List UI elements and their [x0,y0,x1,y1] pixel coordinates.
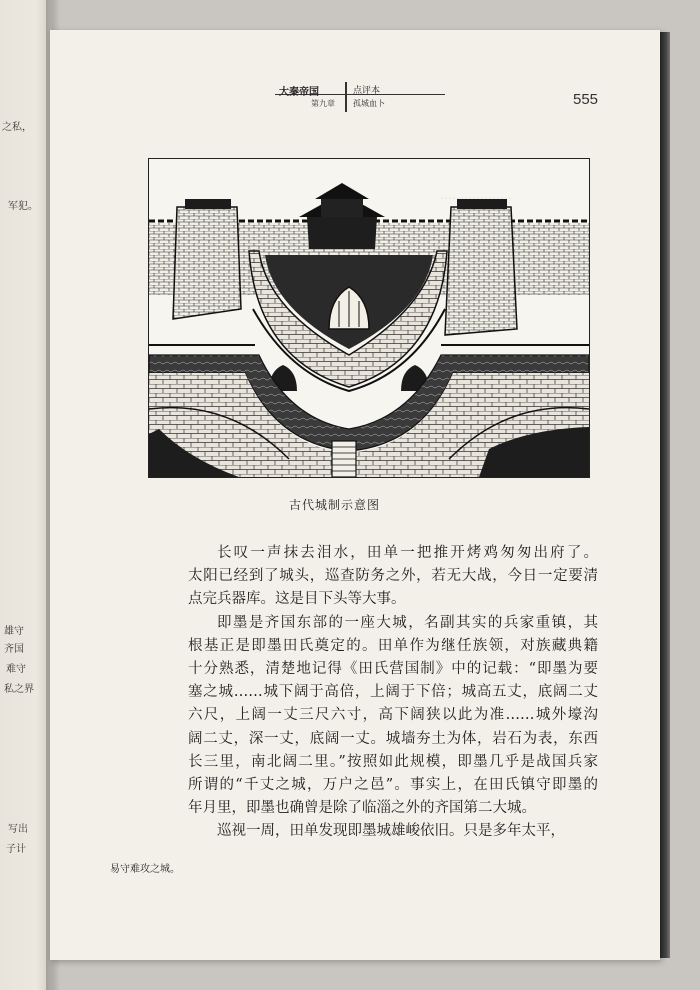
edition-label: 点评本 [353,86,381,96]
left-page-fragment: 写出 [8,824,28,835]
text-line: 点完兵器库。这是目下头等大事。 [188,591,406,608]
text-line: 年月里，即墨也确曾是除了临淄之外的齐国第二大城。 [188,800,536,817]
fortress-drawing [149,159,589,477]
text-line: 巡视一周，田单发现即墨城雄峻依旧。只是多年太平， [217,823,565,840]
left-page-fragment: 之私， [2,122,32,133]
left-page-fragment: 军犯。 [8,201,38,212]
page-stack-edge [660,32,670,958]
left-page-fragment: 难守 [6,664,26,675]
text-line: 长三里，南北阔二里。”按照如此规模，即墨几乎是战国兵家 [188,753,598,770]
paragraph [188,612,598,821]
header-divider [345,82,347,112]
chapter-label: 第九章 [311,99,335,108]
text-line: 即墨是齐国东部的一座大城，名副其实的兵家重镇，其 [217,614,598,631]
left-page-fragment: 齐国 [4,644,24,655]
text-line: 阔二丈，深一丈，底阔一丈。城墙夯土为体，岩石为表，东西 [188,730,598,747]
left-page-fragment: 雄守 [4,626,24,637]
text-line: 十分熟悉，清楚地记得《田氏营国制》中的记载：“即墨为要 [188,661,598,678]
running-header [275,82,445,112]
section-title: 孤城血卜 [353,99,385,108]
book-page [50,30,660,960]
text-line: 塞之城……城下阔于高倍，上阔于下倍；城高五丈，底阔二丈 [188,684,598,701]
text-line: 根基正是即墨田氏奠定的。田单作为继任族领，对族藏典籍 [188,637,598,654]
series-title: 大秦帝国 [279,87,319,98]
text-line: 六尺，上阔一丈三尺六寸，高下阔狭以此为准……城外壕沟 [188,707,598,724]
show-through-text: ……………… [440,260,512,274]
page-number: 555 [573,91,599,108]
text-line: 长叹一声抹去泪水，田单一把推开烤鸡匆匆出府了。 [217,545,598,561]
margin-note: 易守难攻之城。 [110,864,180,875]
left-page-fragment: 私之界 [4,684,34,695]
text-line: 太阳已经到了城头，巡查防务之外，若无大战，今日一定要清 [188,568,598,585]
paragraph [188,820,598,843]
city-fortification-illustration [148,158,590,478]
paragraph [188,542,598,612]
figure-caption: 古代城制示意图 [289,498,381,512]
show-through-text: ……………… [440,188,512,202]
left-page-margin [0,0,52,990]
text-line: 所谓的“千丈之城，万户之邑”。事实上，在田氏镇守即墨的 [188,777,598,794]
body-text [188,542,598,844]
left-page-fragment: 子计 [6,844,26,855]
